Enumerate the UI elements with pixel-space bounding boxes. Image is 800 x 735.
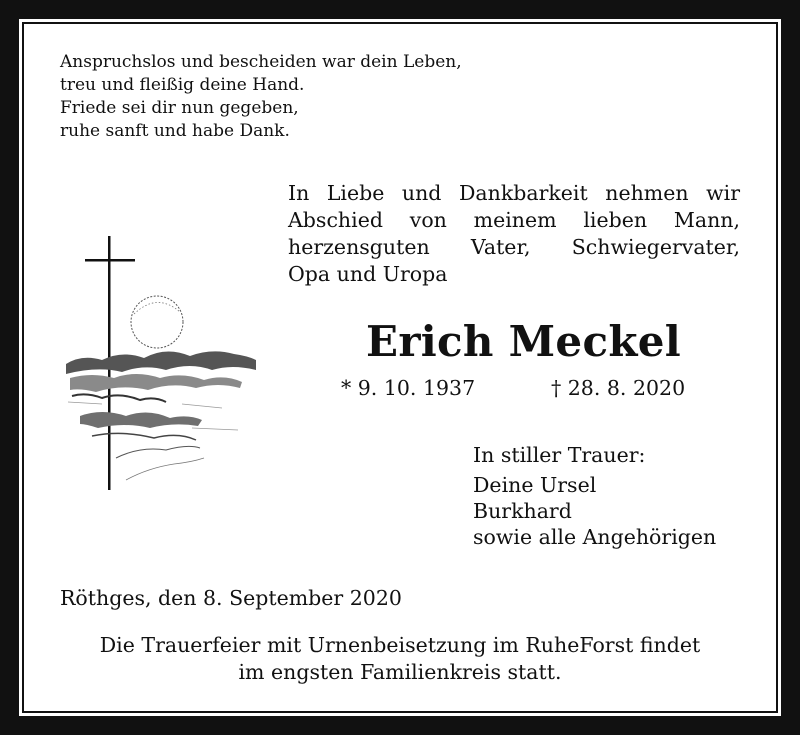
mourner-name: Burkhard <box>473 499 572 523</box>
sun-icon <box>131 296 183 348</box>
farewell-line: Opa und Uropa <box>288 262 448 286</box>
mourners-heading: In stiller Trauer: <box>473 443 646 467</box>
farewell-line: Abschied von meinem lieben Mann, <box>288 208 740 232</box>
farewell-line: herzensguten Vater, Schwiegervater, <box>288 235 740 259</box>
funeral-notice <box>40 632 760 686</box>
cross-landscape-illustration <box>62 232 262 494</box>
poem <box>60 51 580 143</box>
funeral-line: Die Trauerfeier mit Urnenbeisetzung im RuheForst findet <box>99 633 701 657</box>
poem-line: treu und fleißig deine Hand. <box>60 75 305 95</box>
death-date: † 28. 8. 2020 <box>551 376 686 400</box>
farewell-text <box>288 180 740 288</box>
funeral-line: im engsten Familienkreis statt. <box>238 660 562 684</box>
mourner-name: Deine Ursel <box>473 473 597 497</box>
mourners-block <box>473 442 716 550</box>
birth-date: * 9. 10. 1937 <box>341 376 476 400</box>
poem-line: Friede sei dir nun gegeben, <box>60 98 299 118</box>
cross-horizontal-beam <box>85 259 135 262</box>
place-and-date: Röthges, den 8. September 2020 <box>60 586 402 610</box>
poem-line: ruhe sanft und habe Dank. <box>60 121 290 141</box>
deceased-name: Erich Meckel <box>366 317 681 366</box>
farewell-line: In Liebe und Dankbarkeit nehmen wir <box>288 181 740 205</box>
mourner-name: sowie alle Angehörigen <box>473 525 717 549</box>
poem-line: Anspruchslos und bescheiden war dein Leben, <box>60 52 462 72</box>
mountains-icon <box>66 351 256 480</box>
